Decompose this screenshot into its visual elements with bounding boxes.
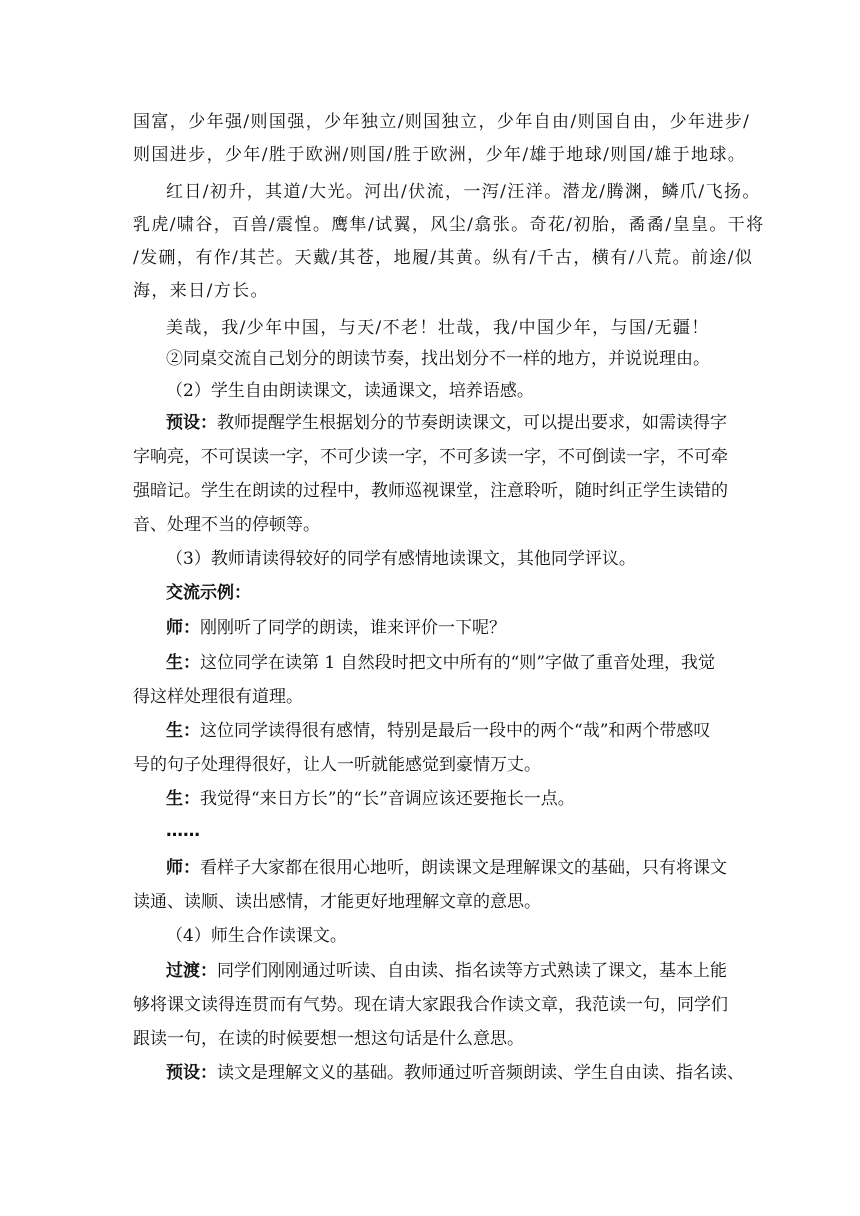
poem-line: 海，来日/方长。 [133,281,269,301]
paragraph-line: 音、处理不当的停顿等。 [133,515,320,535]
paragraph-text: 同学们刚刚通过听读、自由读、指名读等方式熟读了课文，基本上能 [217,961,727,981]
dialogue-text: 看样子大家都在很用心地听，朗读课文是理解课文的基础，只有将课文 [200,858,727,878]
dialogue-text: 这位同学读得很有感情，特别是最后一段中的两个“哉”和两个带感叹 [200,721,711,741]
dialogue-line [166,719,710,743]
speaker-label: 生： [166,653,200,673]
poem-line: 则国进步，少年/胜于欧洲/则国/胜于欧洲，少年/雄于地球/则国/雄于地球。 [133,145,747,165]
dialogue-line-cont: 得这样处理很有道理。 [133,687,303,707]
paragraph-line: 强暗记。学生在朗读的过程中，教师巡视课堂，注意聆听，随时纠正学生读错的 [133,481,728,501]
speaker-label: 生： [166,789,200,809]
poem-line: 美哉，我/少年中国，与天/不老！壮哉，我/中国少年，与国/无疆！ [166,318,710,338]
dialogue-line-cont: 号的句子处理得很好，让人一听就能感觉到豪情万丈。 [133,755,541,775]
step-heading: （4）师生合作读课文。 [166,926,347,946]
speaker-label: 师： [166,618,200,638]
dialogue-line [166,616,506,640]
dialogue-line [166,651,715,675]
dialogue-line [166,856,727,880]
dialogue-text: 我觉得“来日方长”的“长”音调应该还要拖长一点。 [200,789,575,809]
ellipsis: …… [166,821,200,841]
poem-line: 国富，少年强/则国强，少年独立/则国独立，少年自由/则国自由，少年进步/ [133,112,751,132]
speaker-label: 师： [166,858,200,878]
paragraph [166,411,727,435]
paragraph [166,959,727,983]
paragraph-line: 跟读一句，在读的时候要想一想这句话是什么意思。 [133,1029,524,1049]
transition-label: 过渡： [166,961,217,981]
dialogue-text: 刚刚听了同学的朗读，谁来评价一下呢？ [200,618,506,638]
dialogue-line-cont: 读通、读顺、读出感情，才能更好地理解文章的意思。 [133,892,541,912]
paragraph: ②同桌交流自己划分的朗读节奏，找出划分不一样的地方，并说说理由。 [166,349,710,369]
section-label: 交流示例： [166,583,251,603]
dialogue-text: 这位同学在读第 1 自然段时把文中所有的“则”字做了重音处理，我觉 [200,653,716,673]
paragraph-line: 字响亮，不可误读一字，不可少读一字，不可多读一字，不可倒读一字，不可牵 [133,447,728,467]
poem-line: 红日/初升，其道/大光。河出/伏流，一泻/汪洋。潜龙/腾渊，鳞爪/飞扬。 [166,182,761,202]
paragraph [166,1061,744,1085]
paragraph-text: 读文是理解文义的基础。教师通过听音频朗读、学生自由读、指名读、 [217,1063,744,1083]
poem-line: /发硎，有作/其芒。天戴/其苍，地履/其黄。纵有/千古，横有/八荒。前途/似 [133,248,754,268]
speaker-label: 生： [166,721,200,741]
step-heading: （3）教师请读得较好的同学有感情地读课文，其他同学评议。 [166,549,636,569]
preset-label: 预设： [166,413,217,433]
dialogue-line [166,787,575,811]
paragraph-line: 够将课文读得连贯而有气势。现在请大家跟我合作读文章，我范读一句，同学们 [133,995,728,1015]
poem-line: 乳虎/啸谷，百兽/震惶。鹰隼/试翼，风尘/翕张。奇花/初胎，矞矞/皇皇。干将 [133,215,765,235]
step-heading: （2）学生自由朗读课文，读通课文，培养语感。 [166,381,534,401]
paragraph-text: 教师提醒学生根据划分的节奏朗读课文，可以提出要求，如需读得字 [217,413,727,433]
preset-label: 预设： [166,1063,217,1083]
